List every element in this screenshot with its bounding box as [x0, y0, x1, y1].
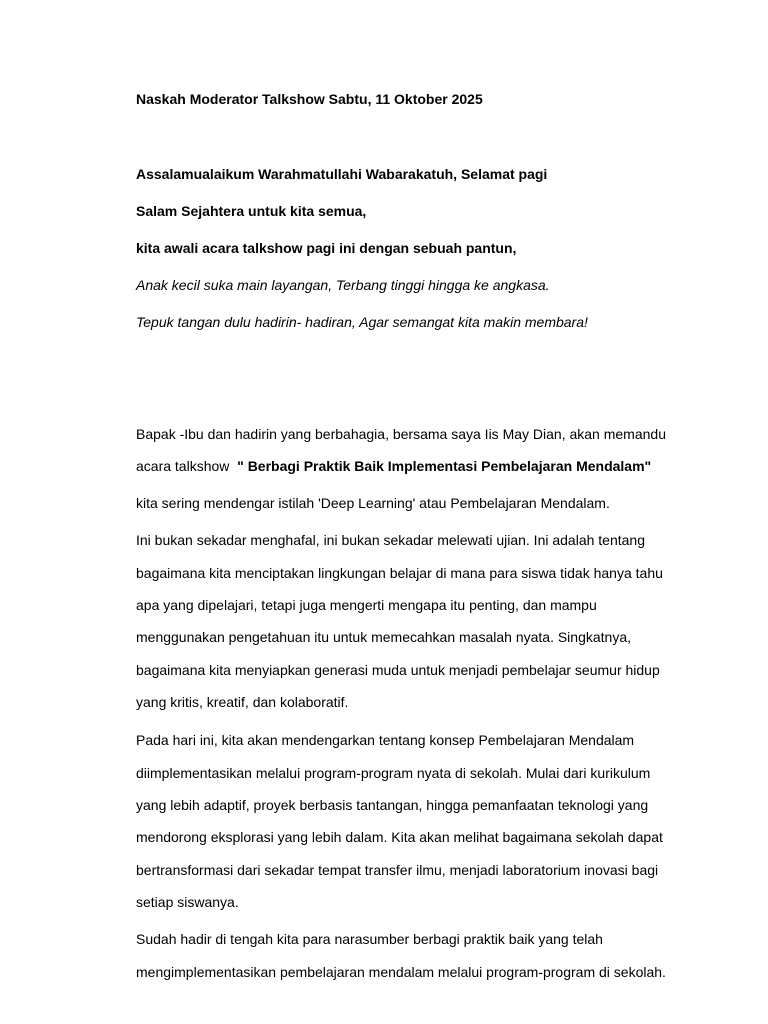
paragraph-line: diimplementasikan melalui program-program nyata di sekolah. Mulai dari kurikulum	[136, 765, 651, 781]
talkshow-title: " Berbagi Praktik Baik Implementasi Pembelajaran Mendalam"	[237, 458, 652, 474]
paragraph-line: mendorong eksplorasi yang lebih dalam. Kita akan melihat bagaimana sekolah dapat	[136, 829, 663, 845]
paragraph-line: mengimplementasikan pembelajaran mendalam melalui program-program di sekolah.	[136, 964, 666, 980]
intro-line: kita sering mendengar istilah 'Deep Learning' atau Pembelajaran Mendalam.	[136, 495, 610, 511]
paragraph-line: Pada hari ini, kita akan mendengarkan tentang konsep Pembelajaran Mendalam	[136, 732, 635, 748]
greeting-line: Salam Sejahtera untuk kita semua,	[136, 203, 367, 219]
paragraph-line: yang kritis, kreatif, dan kolaboratif.	[136, 694, 349, 710]
greeting-line: Assalamualaikum Warahmatullahi Wabarakatuh, Selamat pagi	[136, 166, 548, 182]
intro-line	[136, 457, 651, 475]
paragraph-line: setiap siswanya.	[136, 894, 239, 910]
intro-prefix: acara talkshow	[136, 458, 230, 474]
paragraph-line: Sudah hadir di tengah kita para narasumber berbagi praktik baik yang telah	[136, 931, 603, 947]
greeting-line: kita awali acara talkshow pagi ini dengan sebuah pantun,	[136, 240, 517, 256]
paragraph-line: yang lebih adaptif, proyek berbasis tantangan, hingga pemanfaatan teknologi yang	[136, 797, 649, 813]
paragraph-line: bertransformasi dari sekadar tempat transfer ilmu, menjadi laboratorium inovasi bagi	[136, 862, 659, 878]
pantun-line: Tepuk tangan dulu hadirin- hadiran, Agar semangat kita makin membara!	[136, 314, 588, 330]
paragraph-line: bagaimana kita menciptakan lingkungan belajar di mana para siswa tidak hanya tahu	[136, 565, 663, 581]
paragraph-line: Ini bukan sekadar menghafal, ini bukan sekadar melewati ujian. Ini adalah tentang	[136, 532, 645, 548]
paragraph-line: apa yang dipelajari, tetapi juga mengerti mengapa itu penting, dan mampu	[136, 597, 597, 613]
pantun-line: Anak kecil suka main layangan, Terbang tinggi hingga ke angkasa.	[136, 277, 550, 293]
paragraph-line: bagaimana kita menyiapkan generasi muda untuk menjadi pembelajar seumur hidup	[136, 662, 660, 678]
intro-line: Bapak -Ibu dan hadirin yang berbahagia, bersama saya Iis May Dian, akan memandu	[136, 426, 666, 442]
paragraph-line: menggunakan pengetahuan itu untuk memecahkan masalah nyata. Singkatnya,	[136, 629, 632, 645]
document-title: Naskah Moderator Talkshow Sabtu, 11 Oktober 2025	[136, 91, 483, 107]
